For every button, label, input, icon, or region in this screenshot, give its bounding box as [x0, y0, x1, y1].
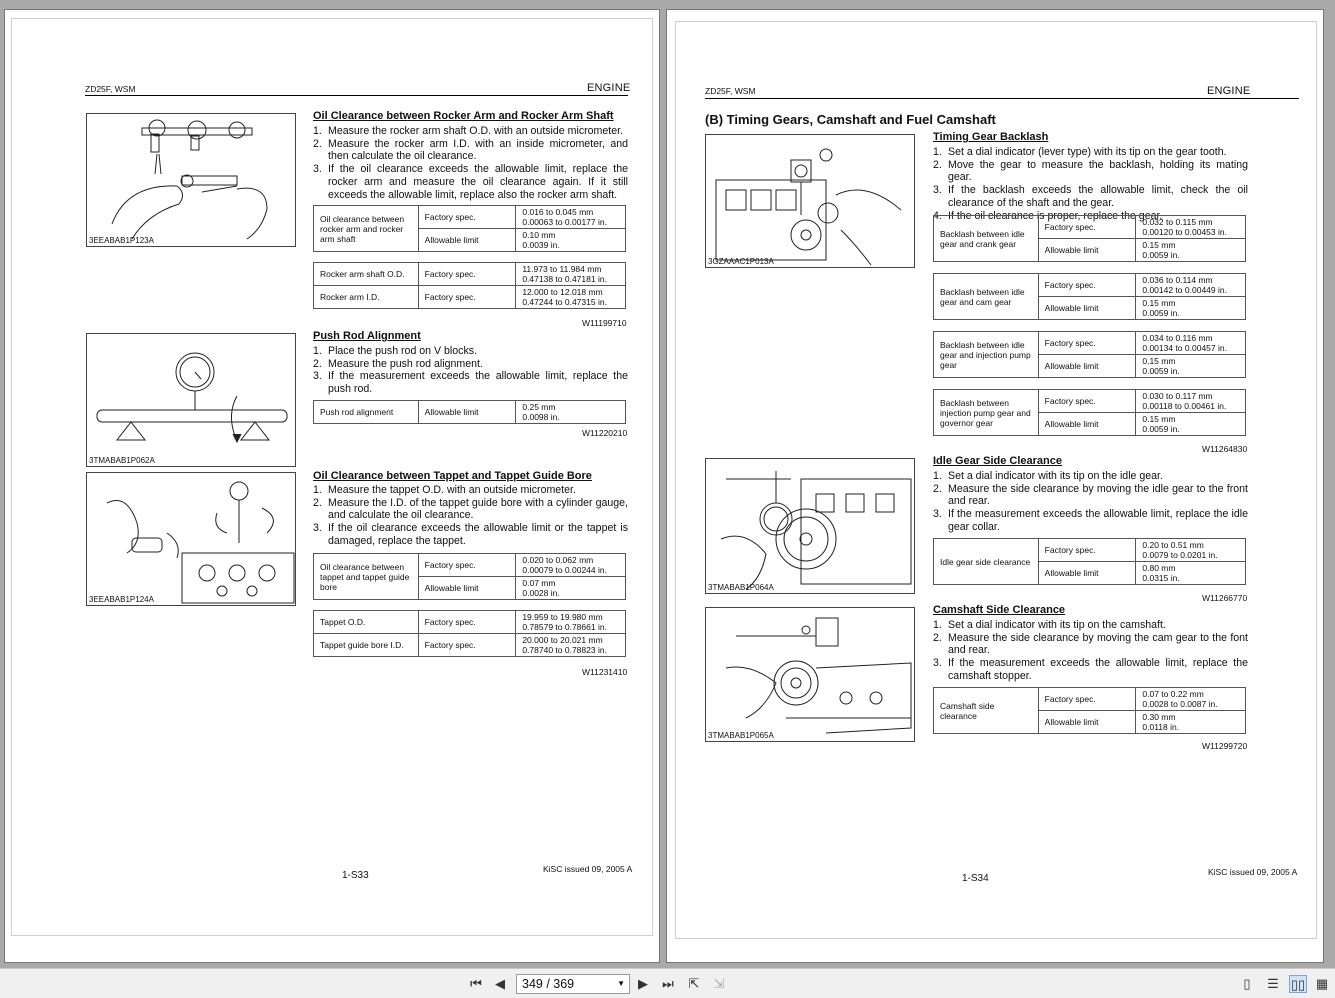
section-code: W11231410 — [582, 667, 628, 677]
step-item: 1. Set a dial indicator (lever type) with its tip on the gear tooth. — [933, 146, 1227, 158]
section-code: W11266770 — [1202, 593, 1248, 603]
single-page-view-icon[interactable]: ▯ — [1243, 976, 1251, 991]
section-title-idle-gear: Idle Gear Side Clearance — [933, 455, 1063, 467]
spec-kind: Factory spec. — [1038, 390, 1136, 413]
continuous-facing-view-icon[interactable]: ▦ — [1315, 976, 1329, 991]
header-section: ENGINE — [587, 82, 631, 94]
page-left — [4, 9, 660, 963]
spec-value: 0.030 to 0.117 mm 0.00118 to 0.00461 in. — [1136, 390, 1246, 413]
page-number-input[interactable] — [516, 974, 630, 994]
go-forward-view-icon[interactable]: ⇲ — [713, 976, 725, 991]
spec-kind: Allowable limit — [1038, 297, 1136, 320]
section-title-push-rod: Push Rod Alignment — [313, 330, 421, 342]
spec-table-backlash-cam — [933, 273, 1246, 320]
spec-kind: Factory spec. — [1038, 332, 1136, 355]
facing-pages-view-icon[interactable]: ▯▯ — [1290, 977, 1306, 992]
chapter-title: (B) Timing Gears, Camshaft and Fuel Camshaft — [705, 112, 996, 127]
figure-timing-gear-backlash — [705, 134, 915, 268]
spec-value: 11.973 to 11.984 mm 0.47138 to 0.47181 in. — [516, 263, 626, 286]
figure-push-rod — [86, 333, 296, 467]
step-item: 1. Set a dial indicator with its tip on the idle gear. — [933, 470, 1163, 482]
step-item: 1. Measure the tappet O.D. with an outside micrometer. — [313, 484, 576, 496]
steps-camshaft — [933, 619, 1248, 683]
spec-value: 0.30 mm 0.0118 in. — [1136, 711, 1246, 734]
step-item: 3. If the measurement exceeds the allowable limit, replace the idle gear collar. — [933, 508, 1248, 533]
figure-tappet — [86, 472, 296, 606]
section-title-tappet: Oil Clearance between Tappet and Tappet Guide Bore — [313, 470, 592, 482]
spec-label: Oil clearance between rocker arm and rocker arm shaft — [314, 206, 419, 252]
figure-caption: 3GZAAAC1P013A — [708, 257, 774, 266]
spec-label: Backlash between idle gear and injection pump gear — [934, 332, 1039, 378]
figure-rocker-arm — [86, 113, 296, 247]
previous-page-icon[interactable]: ◀ — [495, 976, 505, 991]
spec-value: 0.016 to 0.045 mm 0.00063 to 0.00177 in. — [516, 206, 626, 229]
first-page-icon[interactable]: ⏮ — [470, 976, 482, 991]
header-rule — [705, 98, 1299, 99]
spec-table-rocker-clearance — [313, 205, 626, 252]
spec-kind: Factory spec. — [418, 286, 516, 309]
section-code: W11199710 — [582, 318, 627, 328]
spec-kind: Allowable limit — [1038, 413, 1136, 436]
spec-kind: Factory spec. — [1038, 216, 1136, 239]
spec-table-tappet-clearance — [313, 553, 626, 600]
go-back-view-icon[interactable]: ⇱ — [688, 976, 700, 991]
spec-value: 0.15 mm 0.0059 in. — [1136, 239, 1246, 262]
spec-table-camshaft — [933, 687, 1246, 734]
step-item: 3. If the measurement exceeds the allowable limit, replace the camshaft stopper. — [933, 657, 1248, 682]
spec-kind: Allowable limit — [1038, 239, 1136, 262]
spec-value: 0.20 to 0.51 mm 0.0079 to 0.0201 in. — [1136, 539, 1246, 562]
rocker-arm-illustration — [87, 114, 296, 247]
section-code: W11264830 — [1202, 444, 1248, 454]
spec-kind: Allowable limit — [1038, 562, 1136, 585]
steps-tappet — [313, 484, 628, 548]
steps-rocker — [313, 125, 628, 201]
spec-label: Tappet O.D. — [314, 611, 419, 634]
figure-caption: 3TMABAB1P065A — [708, 731, 774, 740]
step-item: 3. If the measurement exceeds the allowable limit, replace the push rod. — [313, 370, 628, 396]
spec-label: Backlash between injection pump gear and governor gear — [934, 390, 1039, 436]
spec-value: 0.020 to 0.062 mm 0.00079 to 0.00244 in. — [516, 554, 626, 577]
spec-value: 0.10 mm 0.0039 in. — [516, 229, 626, 252]
spec-value: 0.034 to 0.116 mm 0.00134 to 0.00457 in. — [1136, 332, 1246, 355]
spec-kind: Allowable limit — [1038, 355, 1136, 378]
spec-value: 0.25 mm 0.0098 in. — [516, 401, 626, 424]
page-right — [666, 9, 1324, 963]
issue-note: KiSC issued 09, 2005 A — [1208, 867, 1298, 877]
spec-value: 0.07 to 0.22 mm 0.0028 to 0.0087 in. — [1136, 688, 1246, 711]
figure-idle-gear — [705, 458, 915, 594]
spec-kind: Factory spec. — [1038, 274, 1136, 297]
header-rule — [85, 95, 628, 96]
page-number: 1-S33 — [342, 870, 369, 881]
spec-value: 0.15 mm 0.0059 in. — [1136, 355, 1246, 378]
spec-label: Idle gear side clearance — [934, 539, 1039, 585]
issue-note: KiSC issued 09, 2005 A — [543, 864, 633, 874]
spec-value: 0.15 mm 0.0059 in. — [1136, 297, 1246, 320]
spec-label: Tappet guide bore I.D. — [314, 634, 419, 657]
next-page-icon[interactable]: ▶ — [638, 976, 648, 991]
step-item: 3. If the oil clearance exceeds the allowable limit or the tappet is damaged, replace the tappet. — [313, 522, 628, 547]
spec-label: Backlash between idle gear and crank gear — [934, 216, 1039, 262]
header-model: ZD25F, WSM — [705, 86, 756, 96]
header-model: ZD25F, WSM — [85, 84, 136, 94]
spec-kind: Factory spec. — [418, 634, 516, 657]
section-code: W11220210 — [582, 428, 628, 438]
spec-table-backlash-injection — [933, 331, 1246, 378]
tappet-illustration — [87, 473, 296, 606]
spec-table-backlash-crank — [933, 215, 1246, 262]
push-rod-illustration — [87, 334, 296, 467]
continuous-view-icon[interactable]: ☰ — [1267, 976, 1279, 991]
step-item: 2. Move the gear to measure the backlash, holding its mating gear. — [933, 158, 1248, 184]
spec-table-backlash-governor — [933, 389, 1246, 436]
spec-value: 20.000 to 20.021 mm 0.78740 to 0.78823 in. — [516, 634, 626, 657]
step-item: 3. If the oil clearance exceeds the allowable limit, replace the rocker arm and measure the oil clearance again. If it still exceeds the allowable limit, replace also the rocker arm shaft. — [313, 163, 628, 201]
steps-idle-gear — [933, 470, 1248, 534]
spec-value: 0.80 mm 0.0315 in. — [1136, 562, 1246, 585]
spec-label: Push rod alignment — [314, 401, 419, 424]
step-item: 3. If the backlash exceeds the allowable limit, check the oil clearance of the shaft and the gear. — [933, 184, 1248, 209]
spec-value: 0.07 mm 0.0028 in. — [516, 577, 626, 600]
spec-value: 19.959 to 19.980 mm 0.78579 to 0.78661 in. — [516, 611, 626, 634]
bottom-toolbar — [0, 968, 1335, 998]
figure-camshaft — [705, 607, 915, 742]
step-item: 2. Measure the I.D. of the tappet guide bore with a cylinder gauge, and calculate the oil clearance. — [313, 496, 628, 522]
page-number: 1-S34 — [962, 873, 989, 884]
spec-label: Backlash between idle gear and cam gear — [934, 274, 1039, 320]
chevron-down-icon[interactable]: ▼ — [617, 979, 625, 988]
spec-kind: Factory spec. — [418, 206, 516, 229]
spec-label: Rocker arm shaft O.D. — [314, 263, 419, 286]
step-item: 1. Set a dial indicator with its tip on the camshaft. — [933, 619, 1166, 631]
figure-caption: 3EEABAB1P124A — [89, 595, 154, 604]
step-item: 2. Measure the side clearance by moving the cam gear to the font and rear. — [933, 631, 1248, 657]
timing-gear-illustration — [706, 135, 915, 268]
spec-kind: Allowable limit — [418, 229, 516, 252]
spec-value: 0.032 to 0.115 mm 0.00120 to 0.00453 in. — [1136, 216, 1246, 239]
step-item: 1. Place the push rod on V blocks. — [313, 345, 477, 357]
step-item: 2. Measure the push rod alignment. — [313, 357, 483, 370]
spec-table-idle-gear — [933, 538, 1246, 585]
spec-label: Oil clearance between tappet and tappet guide bore — [314, 554, 419, 600]
step-item: 2. Measure the rocker arm I.D. with an inside micrometer, and then calculate the oil clearance. — [313, 137, 628, 163]
last-page-icon[interactable]: ⏭ — [662, 976, 674, 991]
section-title-backlash: Timing Gear Backlash — [933, 131, 1049, 143]
steps-backlash — [933, 146, 1248, 222]
step-item: 2. Measure the side clearance by moving the idle gear to the front and rear. — [933, 482, 1248, 508]
section-code: W11299720 — [1202, 741, 1248, 751]
spec-value: 12.000 to 12.018 mm 0.47244 to 0.47315 in. — [516, 286, 626, 309]
section-title-rocker: Oil Clearance between Rocker Arm and Rocker Arm Shaft — [313, 110, 614, 122]
spec-kind: Factory spec. — [1038, 688, 1136, 711]
spec-kind: Allowable limit — [1038, 711, 1136, 734]
spec-label: Camshaft side clearance — [934, 688, 1039, 734]
step-item: 4. If the oil clearance is proper, replace the gear. — [933, 209, 1163, 222]
spec-kind: Factory spec. — [1038, 539, 1136, 562]
spec-table-tappet-dimensions — [313, 610, 626, 657]
spec-table-push-rod — [313, 400, 626, 424]
spec-kind: Factory spec. — [418, 611, 516, 634]
figure-caption: 3EEABAB1P123A — [89, 236, 154, 245]
spec-kind: Allowable limit — [418, 577, 516, 600]
header-section: ENGINE — [1207, 85, 1251, 97]
spec-label: Rocker arm I.D. — [314, 286, 419, 309]
camshaft-illustration — [706, 608, 915, 742]
spec-kind: Factory spec. — [418, 263, 516, 286]
section-title-camshaft: Camshaft Side Clearance — [933, 604, 1066, 616]
step-item: 1. Measure the rocker arm shaft O.D. with an outside micrometer. — [313, 125, 623, 137]
spec-kind: Allowable limit — [418, 401, 516, 424]
spec-value: 0.15 mm 0.0059 in. — [1136, 413, 1246, 436]
spec-kind: Factory spec. — [418, 554, 516, 577]
figure-caption: 3TMABAB1P064A — [708, 583, 774, 592]
page-indicator-text: 349 / 369 — [522, 977, 575, 991]
steps-push-rod — [313, 345, 628, 396]
spec-value: 0.036 to 0.114 mm 0.00142 to 0.00449 in. — [1136, 274, 1246, 297]
idle-gear-illustration — [706, 459, 915, 594]
spec-table-rocker-dimensions — [313, 262, 626, 309]
figure-caption: 3TMABAB1P062A — [89, 456, 155, 465]
